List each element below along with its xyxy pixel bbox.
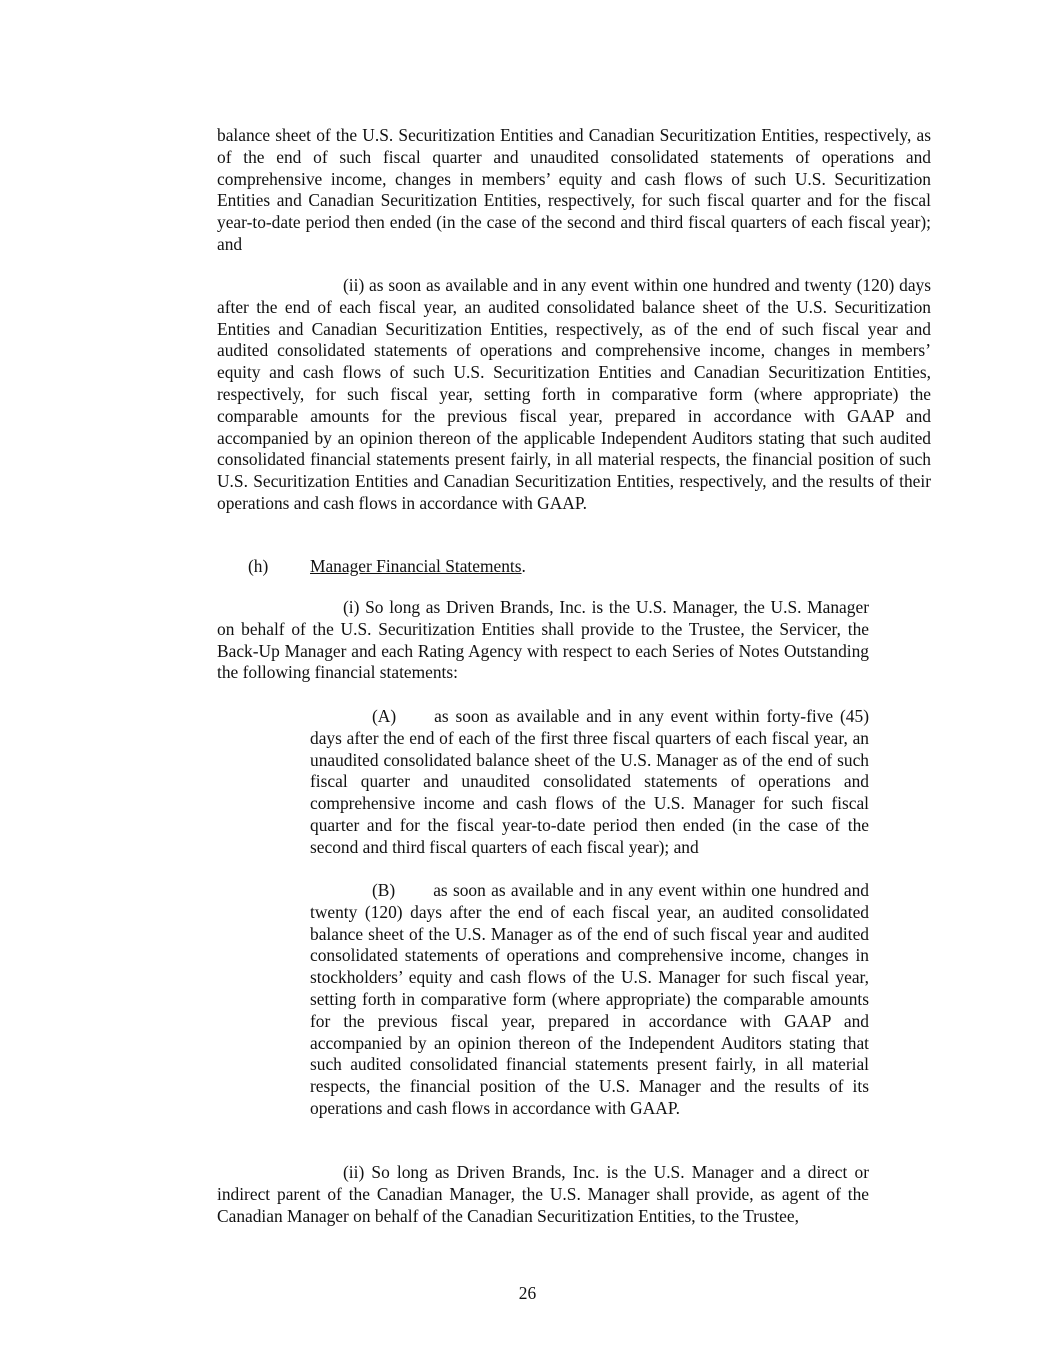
paragraph-text: as soon as available and in any event within one hundred and twenty (120) days after the end of each fiscal year, an audited consolidated balance sheet of the U.S. Manager as of the end of such fiscal year and audited consolidated statements of operations and comprehensive income, changes in stockholders’ equity and cash flows of the U.S. Manager for such fiscal year, setting forth in comparative form (where appropriate) the comparable amounts for the previous fiscal year, prepared in accordance with GAAP and accompanied by an opinion thereon of the Independent Auditors stating that such audited consolidated financial statements present fairly, in all material respects, the financial position of the U.S. Manager and the results of its operations and cash flows in accordance with GAAP.: [310, 880, 869, 1118]
paragraph-text: (i) So long as Driven Brands, Inc. is the U.S. Manager, the U.S. Manager on behalf of the U.S. Securitization Entities shall provide to the Trustee, the Servicer, the Back-Up Manager and each Rating Agency with respect to each Series of Notes Outstanding the following financial statements:: [217, 597, 869, 683]
paragraph-text: as soon as available and in any event within forty-five (45) days after the end of each of the first three fiscal quarters of each fiscal year, an unaudited consolidated balance sheet of the U.S. Manager as of the end of such fiscal quarter and unaudited consolidated statements of operations and comprehensive income and cash flows of the U.S. Manager for such fiscal quarter and for the fiscal year-to-date period then ended (in the case of the second and third fiscal quarters of each fiscal year); and: [310, 706, 869, 857]
subparagraph-label: (B): [372, 880, 396, 900]
subparagraph-label: (A): [372, 706, 397, 726]
section-label: (h): [248, 556, 269, 576]
paragraph-text: (ii) as soon as available and in any event within one hundred and twenty (120) days after the end of each fiscal year, an audited consolidated balance sheet of the U.S. Securitization Entities and Canadian Securitization Entities, respectively, as of the end of such fiscal year and audited consolidated statements of operations and comprehensive income, changes in members’ equity and cash flows of such U.S. Securitization Entities and Canadian Securitization Entities, respectively, for such fiscal year, setting forth in comparative form (where appropriate) the comparable amounts for the previous fiscal year, prepared in accordance with GAAP and accompanied by an opinion thereon of the applicable Independent Auditors stating that such audited consolidated financial statements present fairly, in all material respects, the financial position of such U.S. Securitization Entities and Canadian Securitization Entities, respectively, and the results of their operations and cash flows in accordance with GAAP.: [217, 275, 931, 513]
section-heading-h: [248, 556, 526, 578]
paragraph-i-us-manager: [217, 597, 869, 684]
paragraph-text: (ii) So long as Driven Brands, Inc. is the U.S. Manager and a direct or indirect parent of the Canadian Manager, the U.S. Manager shall provide, as agent of the Canadian Manager on behalf of the Canadian Securitization Entities, to the Trustee,: [217, 1162, 869, 1226]
page-number: 26: [518, 1283, 537, 1303]
subparagraph-a-quarterly: [310, 706, 869, 859]
subparagraph-b-annual: [310, 880, 869, 1120]
paragraph-continued-balance-sheet: [217, 125, 931, 256]
paragraph-ii-canadian-manager: [217, 1162, 869, 1227]
section-title-period: .: [521, 556, 526, 576]
paragraph-text: balance sheet of the U.S. Securitization Entities and Canadian Securitization Entities, respectively, as of the end of such fiscal quarter and unaudited consolidated statements of operations and comprehensive income, changes in members’ equity and cash flows of such U.S. Securitization Entities and Canadian Securitization Entities, respectively, for such fiscal quarter and for the fiscal year-to-date period then ended (in the case of the second and third fiscal quarters of each fiscal year); and: [217, 125, 931, 254]
paragraph-ii-annual-statements: [217, 275, 931, 515]
section-title: Manager Financial Statements: [310, 556, 522, 576]
